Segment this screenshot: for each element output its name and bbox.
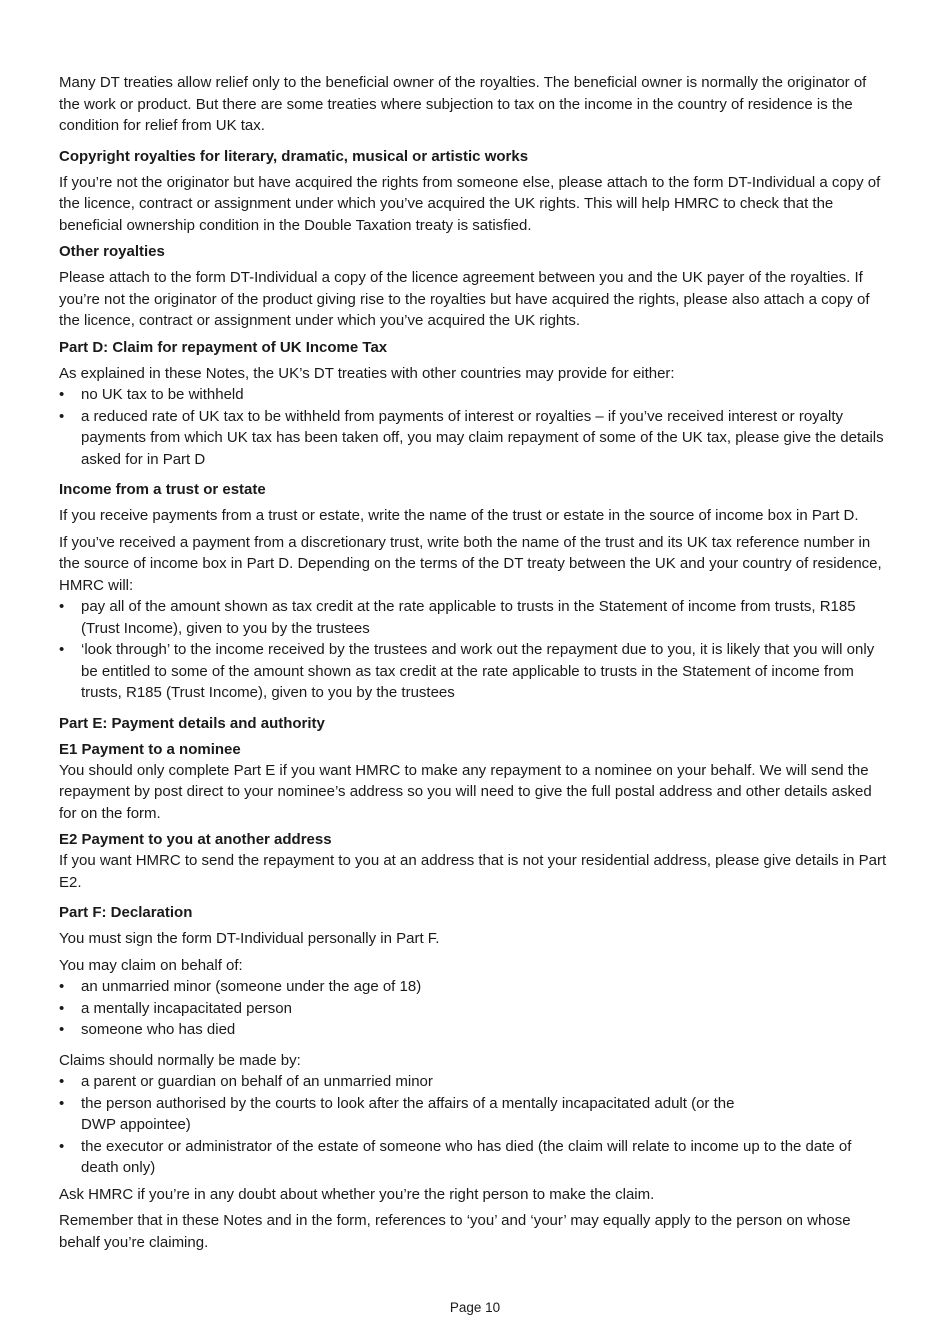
page-number: Page 10 bbox=[449, 1300, 501, 1315]
part-f-text-3: Claims should normally be made by: bbox=[59, 1051, 301, 1069]
trust-heading: Income from a trust or estate bbox=[59, 481, 266, 498]
part-d-text: As explained in these Notes, the UK’s DT treaties with other countries may provide for either: bbox=[59, 364, 675, 382]
other-royalties-text: Please attach to the form DT-Individual a copy of the licence agreement between you and the UK payer of the royalties. If you’re not the originator of the product giving rise to the royalties but have acquired the rights, please also attach a copy of the licence, contract or assignment under which you’ve acquired the UK rights. bbox=[59, 269, 870, 329]
list-item: • the person authorised by the courts to look after the affairs of a mentally incapacitated adult (or the DWP appointee) bbox=[59, 1093, 889, 1136]
list-item: • the executor or administrator of the estate of someone who has died (the claim will relate to income up to the date of death only) bbox=[59, 1136, 889, 1179]
part-f-bullets-1 bbox=[59, 976, 889, 1041]
other-royalties-heading: Other royalties bbox=[59, 243, 165, 260]
trust-text-1: If you receive payments from a trust or estate, write the name of the trust or estate in the source of income box in Part D. bbox=[59, 507, 859, 524]
part-f-text-5: Remember that in these Notes and in the form, references to ‘you’ and ‘your’ may equally apply to the person on whose behalf you’re claiming. bbox=[59, 1212, 851, 1251]
e2-heading: E2 Payment to you at another address bbox=[59, 831, 332, 848]
intro-paragraph: Many DT treaties allow relief only to the beneficial owner of the royalties. The beneficial owner is normally the originator of the work or product. But there are some treaties where subjection to tax on the income in the country of residence is the condition for relief from UK tax. bbox=[59, 74, 867, 134]
trust-bullets bbox=[59, 596, 889, 704]
part-e-heading: Part E: Payment details and authority bbox=[59, 714, 325, 732]
part-f-text-1: You must sign the form DT-Individual personally in Part F. bbox=[59, 930, 440, 947]
list-item: • a reduced rate of UK tax to be withheld from payments of interest or royalties – if you’ve received interest or royalty payments from which UK tax has been taken off, you may claim repayment of some of the UK tax, please give the details asked for in Part D bbox=[59, 406, 889, 471]
e1-text: You should only complete Part E if you want HMRC to make any repayment to a nominee on your behalf. We will send the repayment by post direct to your nominee’s address so you will need to give the full postal address and other details asked for on the form. bbox=[59, 761, 872, 822]
list-item: • ‘look through’ to the income received by the trustees and work out the repayment due to you, it is likely that you will only be entitled to some of the amount shown as tax credit at the rate applicable to trusts in the Statement of income from trusts, R185 (Trust Income), given to you by the trustees bbox=[59, 639, 889, 704]
list-item: • no UK tax to be withheld bbox=[59, 384, 889, 406]
part-d-bullets bbox=[59, 384, 889, 470]
part-f-heading: Part F: Declaration bbox=[59, 904, 193, 921]
list-item: • an unmarried minor (someone under the age of 18) bbox=[59, 976, 889, 998]
e2-text: If you want HMRC to send the repayment to you at an address that is not your residential address, please give details in Part E2. bbox=[59, 852, 887, 891]
list-item: • pay all of the amount shown as tax credit at the rate applicable to trusts in the Statement of income from trusts, R185 (Trust Income), given to you by the trustees bbox=[59, 596, 889, 639]
copyright-heading: Copyright royalties for literary, dramatic, musical or artistic works bbox=[59, 147, 529, 165]
part-f-bullets-2 bbox=[59, 1071, 889, 1179]
part-f-text-4: Ask HMRC if you’re in any doubt about whether you’re the right person to make the claim. bbox=[59, 1185, 655, 1203]
list-item: • a mentally incapacitated person bbox=[59, 998, 889, 1020]
e1-heading: E1 Payment to a nominee bbox=[59, 740, 241, 758]
list-item: • a parent or guardian on behalf of an unmarried minor bbox=[59, 1071, 889, 1093]
copyright-text: If you’re not the originator but have acquired the rights from someone else, please attach to the form DT-Individual a copy of the licence, contract or assignment under which you’ve acquired the UK rights. This will help HMRC to check that the beneficial ownership condition in the Double Taxation treaty is satisfied. bbox=[59, 173, 881, 234]
list-item: • someone who has died bbox=[59, 1019, 889, 1041]
part-f-text-2: You may claim on behalf of: bbox=[59, 956, 243, 974]
part-d-heading: Part D: Claim for repayment of UK Income Tax bbox=[59, 338, 388, 356]
trust-text-2: If you’ve received a payment from a discretionary trust, write both the name of the trust and its UK tax reference number in the source of income box in Part D. Depending on the terms of the DT treaty between the UK and your country of residence, HMRC will: bbox=[59, 533, 882, 594]
page-content bbox=[59, 72, 889, 1258]
